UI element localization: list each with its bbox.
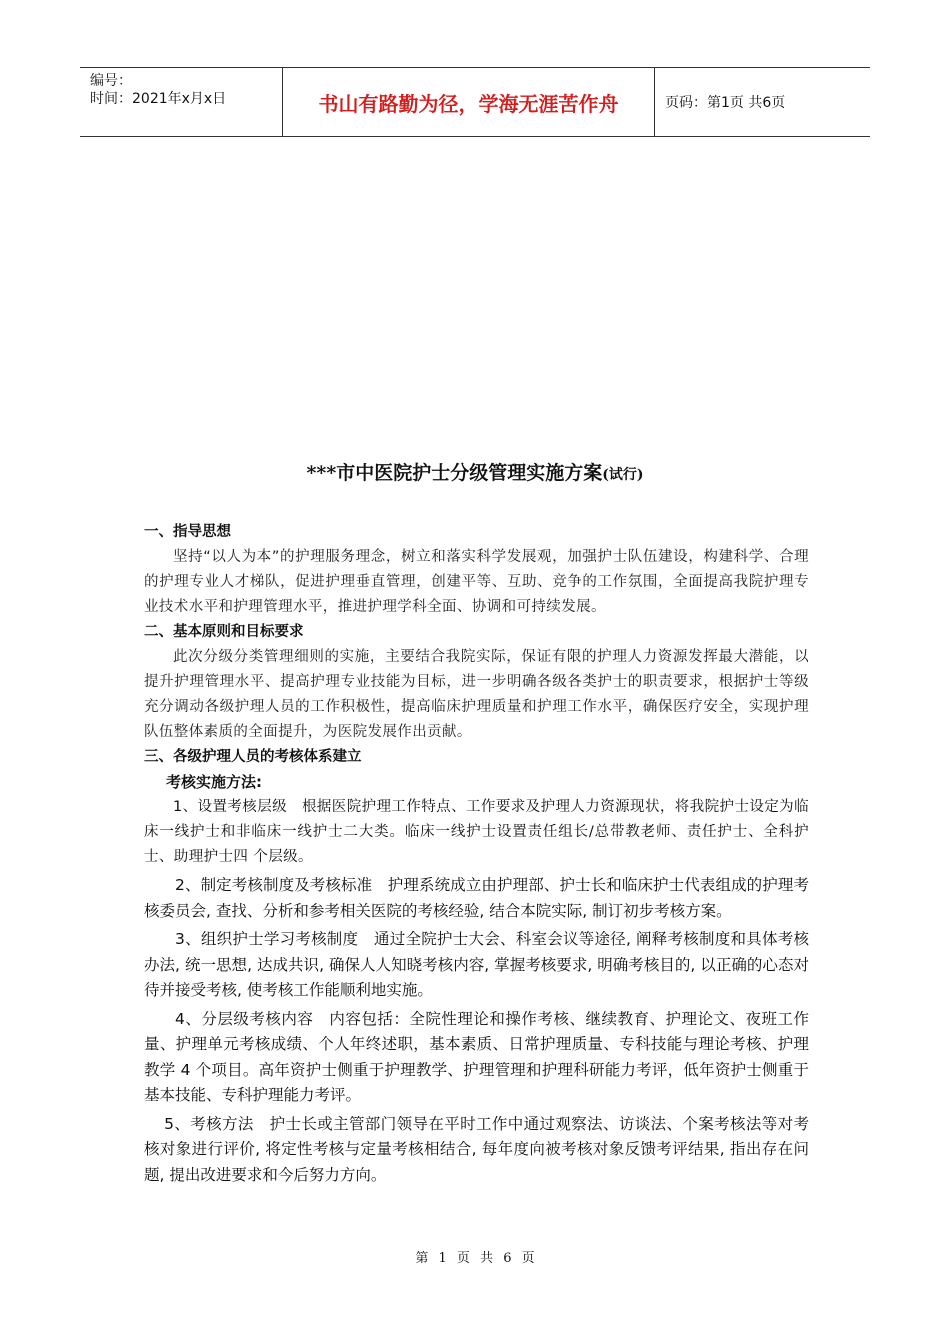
assessment-item-4: 4、分层级考核内容 内容包括：全院性理论和操作考核、继续教育、护理论文、夜班工作量、护理单元考核成绩、个人年终述职，基本素质、日常护理质量、专科技能与理论考核、护理教学 4 个项目。高年资护士侧重于护理教学、护理管理和护理科研能力考评，低年资护士侧重于基本技能、专科护理能力考评。	[144, 1009, 809, 1104]
header-page-info: 页码：第1页 共6页	[665, 95, 786, 111]
header-left-cell	[80, 68, 283, 136]
section-2-heading: 二、基本原则和目标要求	[144, 624, 304, 640]
assessment-item-2: 2、制定考核制度及考核标准 护理系统成立由护理部、护士长和临床护士代表组成的护理考核委员会, 查找、分析和参考相关医院的考核经验, 结合本院实际, 制订初步考核方案。	[144, 876, 809, 920]
page-footer: 第 1 页 共 6 页	[415, 1251, 535, 1266]
section-1-paragraph: 坚持“以人为本”的护理服务理念，树立和落实科学发展观，加强护士队伍建设，构建科学、合理的护理专业人才梯队，促进护理垂直管理，创建平等、互助、竞争的工作氛围，全面提高我院护理专业技术水平和护理管理水平，推进护理学科全面、协调和可持续发展。	[144, 549, 809, 615]
assessment-item-3: 3、组织护士学习考核制度 通过全院护士大会、科室会议等途径, 阐释考核制度和具体考核办法, 统一思想, 达成共识, 确保人人知晓考核内容, 掌握考核要求, 明确考核目的, 以正确的心态对待并接受考核, 使考核工作能顺利地实施。	[144, 930, 809, 999]
header-motto: 书山有路勤为径，学海无涯苦作舟	[283, 68, 655, 136]
document-title	[0, 458, 950, 485]
number-label: 编号：	[90, 73, 132, 89]
section-3-subheading: 考核实施方法:	[166, 773, 262, 791]
assessment-item-1: 1、设置考核层级 根据医院护理工作特点、工作要求及护理人力资源现状，将我院护士设定为临床一线护士和非临床一线护士二大类。临床一线护士设置责任组长/总带教老师、责任护士、全科护士、助理护士四 个层级。	[144, 799, 809, 865]
time-label: 时间：2021年x月x日	[90, 91, 227, 107]
assessment-item-5: 5、考核方法 护士长或主管部门领导在平时工作中通过观察法、访谈法、个案考核法等对考核对象进行评价, 将定性考核与定量考核相结合, 每年度向被考核对象反馈考评结果, 指出存在问题, 提出改进要求和今后努力方向。	[144, 1114, 809, 1184]
section-2-paragraph: 此次分级分类管理细则的实施，主要结合我院实际，保证有限的护理人力资源发挥最大潜能，以提升护理管理水平、提高护理专业技能为目标，进一步明确各级各类护士的职责要求，根据护士等级充分调动各级护理人员的工作积极性，提高临床护理质量和护理工作水平，确保医疗安全，实现护理队伍整体素质的全面提升，为医院发展作出贡献。	[144, 649, 809, 740]
document-header-table	[80, 67, 870, 137]
title-suffix: (试行)	[602, 467, 644, 483]
title-main: ***市中医院护士分级管理实施方案	[306, 462, 603, 484]
section-1-heading: 一、指导思想	[144, 524, 231, 540]
document-body	[144, 520, 809, 1188]
section-3-heading: 三、各级护理人员的考核体系建立	[144, 749, 362, 765]
